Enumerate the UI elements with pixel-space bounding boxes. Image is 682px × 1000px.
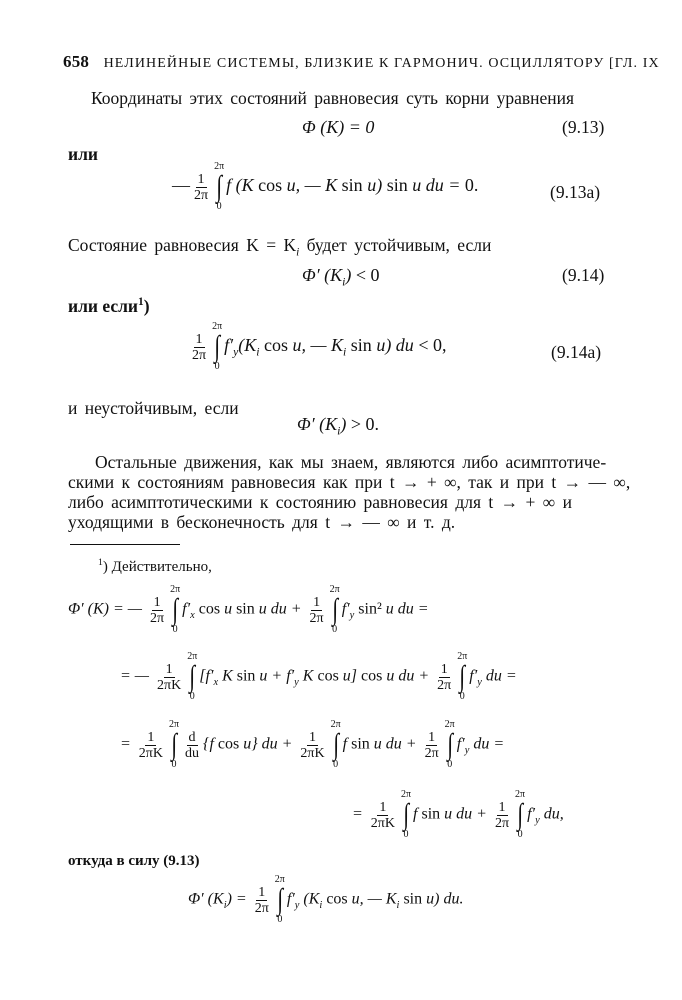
paragraph-3-line-1: Остальные движения, как мы знаем, являются либо асимптотиче- — [95, 452, 607, 472]
equation-9-13a: — $\frac{1}{2\pi}$ 2π ∫ 0 f (K cos u, — K sin u) sin u du = 0. — [172, 161, 479, 212]
footnote-equation-line-2: = — $\frac{1}{2\pi K}$ 2π ∫ 0 [$f'_x$ K $\sin u + f'_y$ K cos u] cos u du + $\frac{1}{2\pi}$ 2π ∫ 0 $f'_y$ du = — [120, 651, 517, 702]
footnote-equation-line-3: = $\frac{1}{2\pi K}$ 2π ∫ 0 $\frac{d}{du}$ {f cos u} du + $\frac{1}{2\pi K}$ 2π ∫ 0 f sin u du + $\frac{1}{2\pi}$ 2π ∫ 0 $f'_y$ du = — [120, 719, 505, 770]
footnote-equation-final: Φ′ $(K_i)$ = $\frac{1}{2\pi}$ 2π ∫ 0 $f'_y$ ($K_i$ cos u, — $K_i$ sin u) du. — [188, 874, 464, 925]
equation-9-13: Φ (K) = 0 — [302, 117, 375, 137]
footnote-rule — [70, 544, 180, 545]
equation-9-14: Φ′ $(K_i) < 0$ — [302, 265, 380, 289]
footnote-equation-line-1: Φ′ (K) = — $\frac{1}{2\pi}$ 2π ∫ 0 $f'_x$ cos u sin u du + $\frac{1}{2\pi}$ 2π ∫ 0 $f'_y$ sin² u du = — [68, 584, 429, 635]
footnote-whence: откуда в силу (9.13) — [68, 853, 200, 869]
running-header — [63, 52, 660, 72]
unstable-condition: и неустойчивым, если — [68, 398, 239, 418]
running-title: НЕЛИНЕЙНЫЕ СИСТЕМЫ, БЛИЗКИЕ К ГАРМОНИЧ. ОСЦИЛЛЯТОРУ [ГЛ. IX — [103, 56, 660, 71]
equation-number-9-13a: (9.13a) — [550, 182, 601, 202]
equation-9-14a: $\frac{1}{2\pi}$ 2π ∫ 0 $f'_y(K_i$ cos u, — $K_i$ sin u) du < 0, — [192, 321, 447, 372]
footnote-equation-line-4: = $\frac{1}{2\pi K}$ 2π ∫ 0 f sin u du + $\frac{1}{2\pi}$ 2π ∫ 0 $f'_y$ du, — [352, 789, 564, 840]
paragraph-3-line-3: либо асимптотическими к состоянию равновесия для t → + ∞ и — [68, 492, 572, 512]
page-number: 658 — [63, 52, 90, 71]
equation-number-9-14a: (9.14a) — [551, 342, 602, 362]
equation-number-9-14: (9.14) — [562, 265, 605, 285]
equation-number-9-13: (9.13) — [562, 117, 605, 137]
footnote-intro: $^1$) Действительно, — [98, 557, 212, 575]
or-label-1: или — [68, 144, 98, 164]
paragraph-2: Состояние равновесия $K = K_i$ будет устойчивым, если — [68, 235, 492, 259]
paragraph-3-line-4: уходящими в бесконечность для t → — ∞ и т. д. — [68, 512, 456, 532]
paragraph-3-line-2: скими к состояниям равновесия как при t → + ∞, так и при t → — ∞, — [68, 472, 631, 492]
paragraph-1: Координаты этих состояний равновесия суть корни уравнения — [91, 88, 575, 108]
equation-unstable: Φ′ $(K_i) > 0$. — [297, 414, 380, 438]
or-if-label: или если$^1$) — [68, 296, 150, 316]
